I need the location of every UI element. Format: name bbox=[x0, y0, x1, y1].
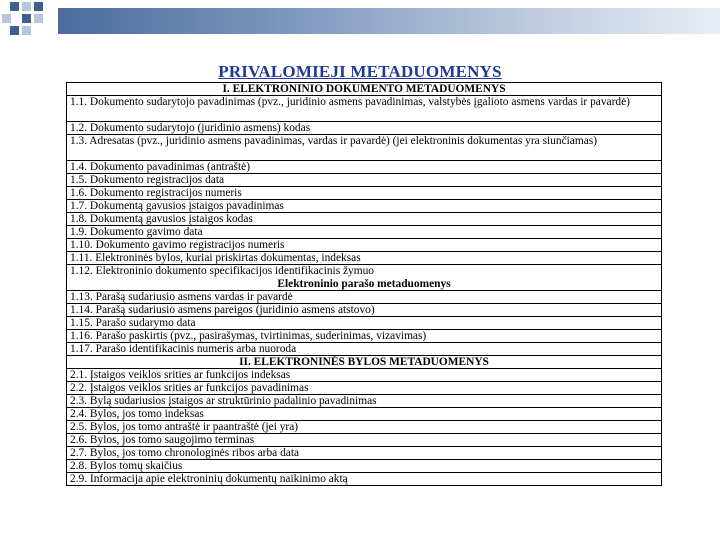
table-row: 1.9. Dokumento gavimo data bbox=[67, 226, 661, 239]
decorative-squares bbox=[0, 0, 60, 40]
section-heading: Elektroninio parašo metaduomenys bbox=[67, 278, 661, 291]
table-row: 1.14. Parašą sudariusio asmens pareigos (juridinio asmens atstovo) bbox=[67, 304, 661, 317]
table-row: 2.6. Bylos, jos tomo saugojimo terminas bbox=[67, 434, 661, 447]
section-heading: I. ELEKTRONINIO DOKUMENTO METADUOMENYS bbox=[67, 83, 661, 96]
table-row: 1.4. Dokumento pavadinimas (antraštė) bbox=[67, 161, 661, 174]
corner-square bbox=[34, 14, 43, 23]
corner-square bbox=[10, 2, 19, 11]
table-row: 1.2. Dokumento sudarytojo (juridinio asmens) kodas bbox=[67, 122, 661, 135]
section-heading: II. ELEKTRONINĖS BYLOS METADUOMENYS bbox=[67, 356, 661, 369]
table-row: 1.11. Elektroninės bylos, kuriai priskirtas dokumentas, indeksas bbox=[67, 252, 661, 265]
table-row: 1.13. Parašą sudariusio asmens vardas ir pavardė bbox=[67, 291, 661, 304]
table-row: 2.9. Informacija apie elektroninių dokumentų naikinimo aktą bbox=[67, 473, 661, 486]
table-row: 1.16. Parašo paskirtis (pvz., pasirašymas, tvirtinimas, suderinimas, vizavimas) bbox=[67, 330, 661, 343]
corner-square bbox=[22, 14, 31, 23]
table-row: 1.5. Dokumento registracijos data bbox=[67, 174, 661, 187]
table-row: 1.15. Parašo sudarymo data bbox=[67, 317, 661, 330]
table-row: 2.8. Bylos tomų skaičius bbox=[67, 460, 661, 473]
corner-square bbox=[34, 2, 43, 11]
corner-square bbox=[2, 14, 11, 23]
title-bar-gradient bbox=[58, 8, 720, 34]
corner-square bbox=[22, 26, 31, 35]
table-row: 1.10. Dokumento gavimo registracijos numeris bbox=[67, 239, 661, 252]
table-row: 2.7. Bylos, jos tomo chronologinės ribos arba data bbox=[67, 447, 661, 460]
table-row: 2.3. Bylą sudariusios įstaigos ar struktūrinio padalinio pavadinimas bbox=[67, 395, 661, 408]
table-row: 1.8. Dokumentą gavusios įstaigos kodas bbox=[67, 213, 661, 226]
table-row: 1.12. Elektroninio dokumento specifikacijos identifikacinis žymuo bbox=[70, 265, 375, 277]
table-row: 1.6. Dokumento registracijos numeris bbox=[67, 187, 661, 200]
table-row: 2.4. Bylos, jos tomo indeksas bbox=[67, 408, 661, 421]
table-row: 1.17. Parašo identifikacinis numeris arba nuoroda bbox=[67, 343, 661, 356]
table-row: 1.1. Dokumento sudarytojo pavadinimas (pvz., juridinio asmens pavadinimas, valstybės įgalioto asmens vardas ir pavardė) bbox=[67, 96, 661, 122]
table-row: 1.7. Dokumentą gavusios įstaigos pavadinimas bbox=[67, 200, 661, 213]
table-row: 1.3. Adresatas (pvz., juridinio asmens pavadinimas, vardas ir pavardė) (jei elektroninis dokumentas yra siunčiamas) bbox=[67, 135, 661, 161]
table-row: 2.1. Įstaigos veiklos srities ar funkcijos indeksas bbox=[67, 369, 661, 382]
corner-square bbox=[22, 2, 31, 11]
table-row: 2.2. Įstaigos veiklos srities ar funkcijos pavadinimas bbox=[67, 382, 661, 395]
metadata-table bbox=[66, 82, 662, 486]
corner-square bbox=[10, 26, 19, 35]
page-title: PRIVALOMIEJI METADUOMENYS bbox=[218, 62, 502, 81]
table-row: 2.5. Bylos, jos tomo antraštė ir paantraštė (jei yra) bbox=[67, 421, 661, 434]
